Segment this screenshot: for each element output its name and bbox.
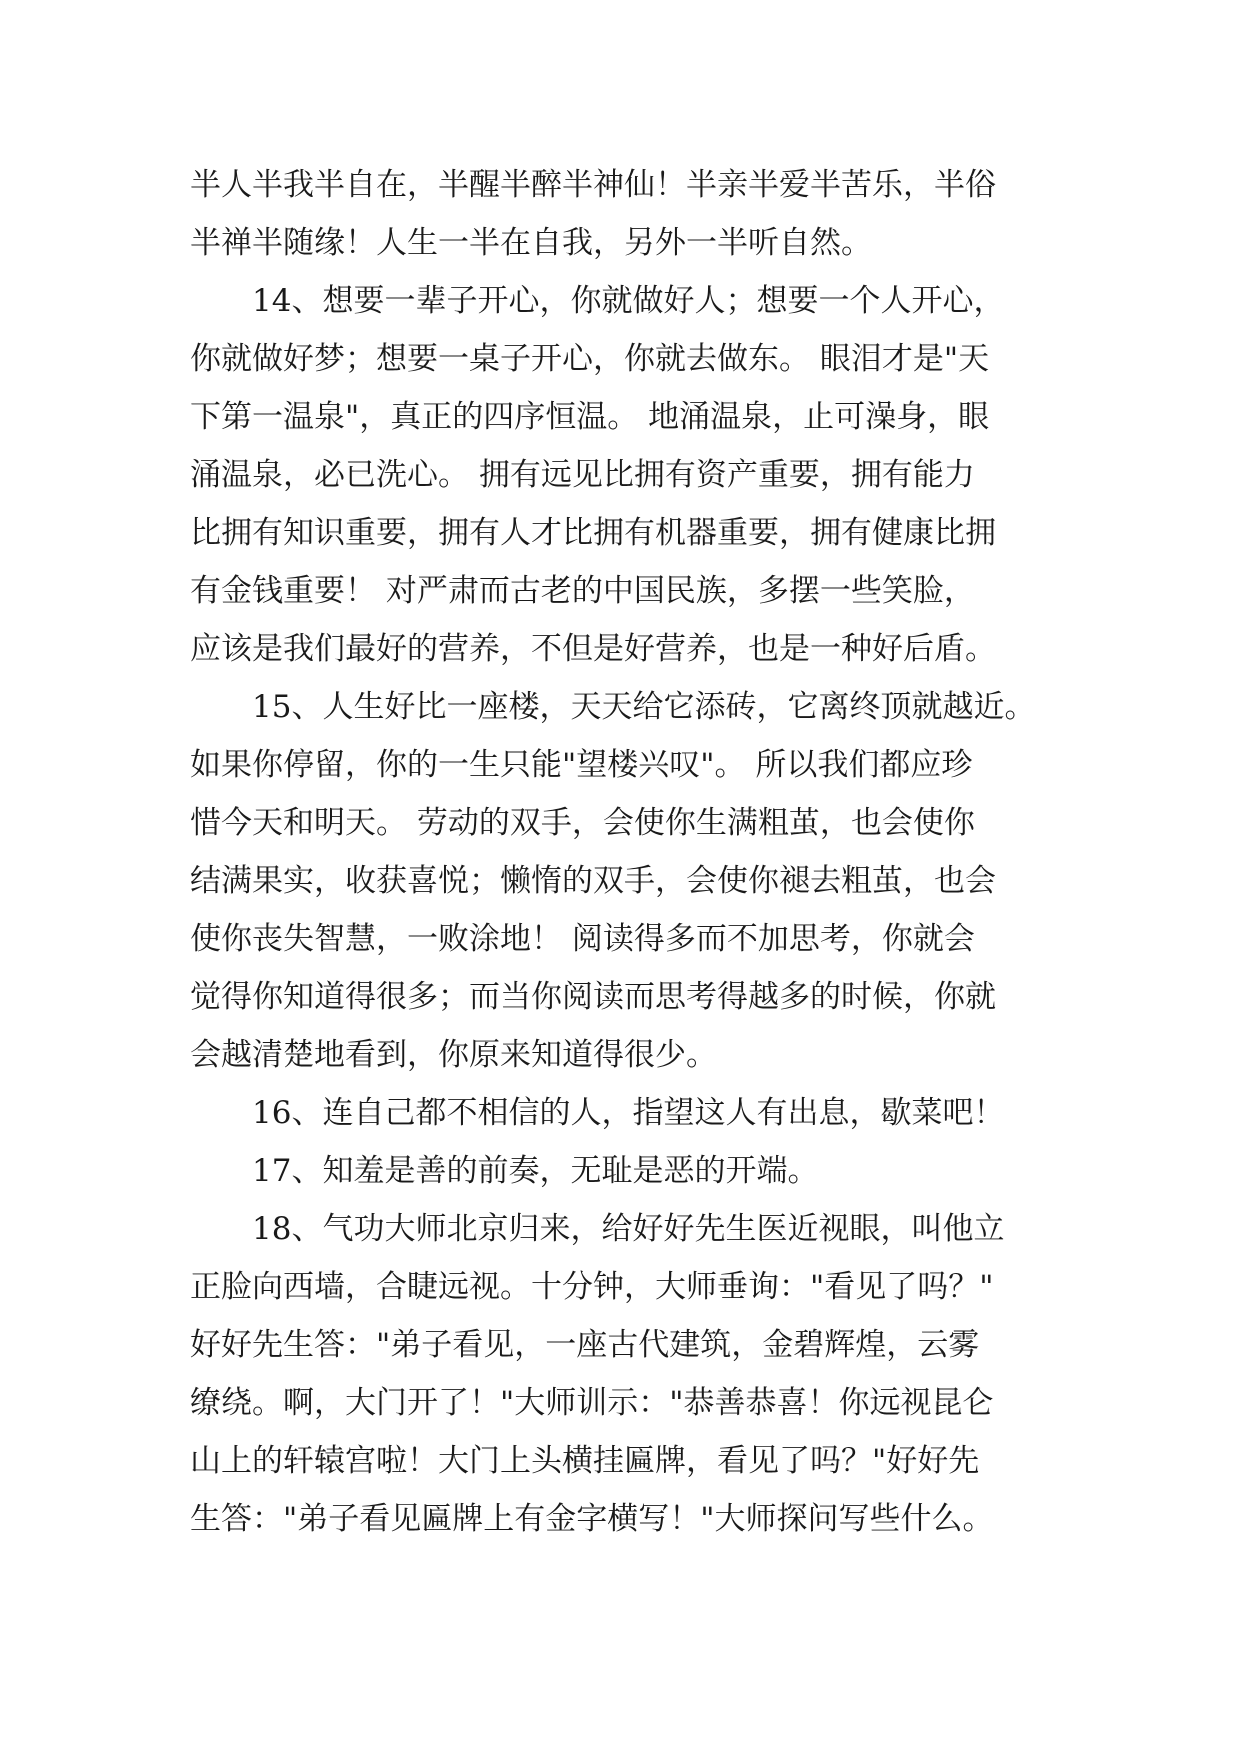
text-line: 惜今天和明天。 劳动的双手，会使你生满粗茧，也会使你 <box>190 805 975 841</box>
text-line: 缭绕。啊，大门开了！"大师训示："恭善恭喜！你远视昆仑 <box>190 1385 994 1421</box>
text-line: 如果你停留，你的一生只能"望楼兴叹"。 所以我们都应珍 <box>190 747 973 783</box>
text-line: 比拥有知识重要，拥有人才比拥有机器重要，拥有健康比拥 <box>190 515 996 551</box>
text-line: 好好先生答："弟子看见，一座古代建筑，金碧辉煌，云雾 <box>190 1327 980 1363</box>
text-line: 觉得你知道得很多；而当你阅读而思考得越多的时候，你就 <box>190 979 996 1015</box>
paragraph-18-start: 18、气功大师北京归来，给好好先生医近视眼，叫他立 <box>252 1211 1005 1247</box>
text-line: 有金钱重要！ 对严肃而古老的中国民族，多摆一些笑脸， <box>190 573 975 609</box>
text-line: 会越清楚地看到，你原来知道得很少。 <box>190 1037 717 1073</box>
text-line: 使你丧失智慧，一败涂地！ 阅读得多而不加思考，你就会 <box>190 921 975 957</box>
text-line: 正脸向西墙，合睫远视。十分钟，大师垂询："看见了吗？" <box>190 1269 994 1305</box>
text-line: 结满果实，收获喜悦；懒惰的双手，会使你褪去粗茧，也会 <box>190 863 996 899</box>
text-line: 涌温泉，必已洗心。 拥有远见比拥有资产重要，拥有能力 <box>190 457 975 493</box>
text-line: 半禅半随缘！人生一半在自我，另外一半听自然。 <box>190 225 872 261</box>
paragraph-15-start: 15、人生好比一座楼，天天给它添砖，它离终顶就越近。 <box>252 689 1036 725</box>
text-line: 山上的轩辕宫啦！大门上头横挂匾牌，看见了吗？"好好先 <box>190 1443 980 1479</box>
text-line: 下第一温泉"，真正的四序恒温。 地涌温泉，止可澡身，眼 <box>190 399 990 435</box>
paragraph-17: 17、知羞是善的前奏，无耻是恶的开端。 <box>252 1153 819 1189</box>
paragraph-14-start: 14、想要一辈子开心，你就做好人；想要一个人开心， <box>252 283 1005 319</box>
paragraph-16: 16、连自己都不相信的人，指望这人有出息，歇菜吧！ <box>252 1095 1005 1131</box>
text-line: 应该是我们最好的营养，不但是好营养，也是一种好后盾。 <box>190 631 996 667</box>
text-line: 半人半我半自在，半醒半醉半神仙！半亲半爱半苦乐，半俗 <box>190 167 996 203</box>
text-line: 你就做好梦；想要一桌子开心，你就去做东。 眼泪才是"天 <box>190 341 990 377</box>
text-line: 生答："弟子看见匾牌上有金字横写！"大师探问写些什么。 <box>190 1501 994 1537</box>
